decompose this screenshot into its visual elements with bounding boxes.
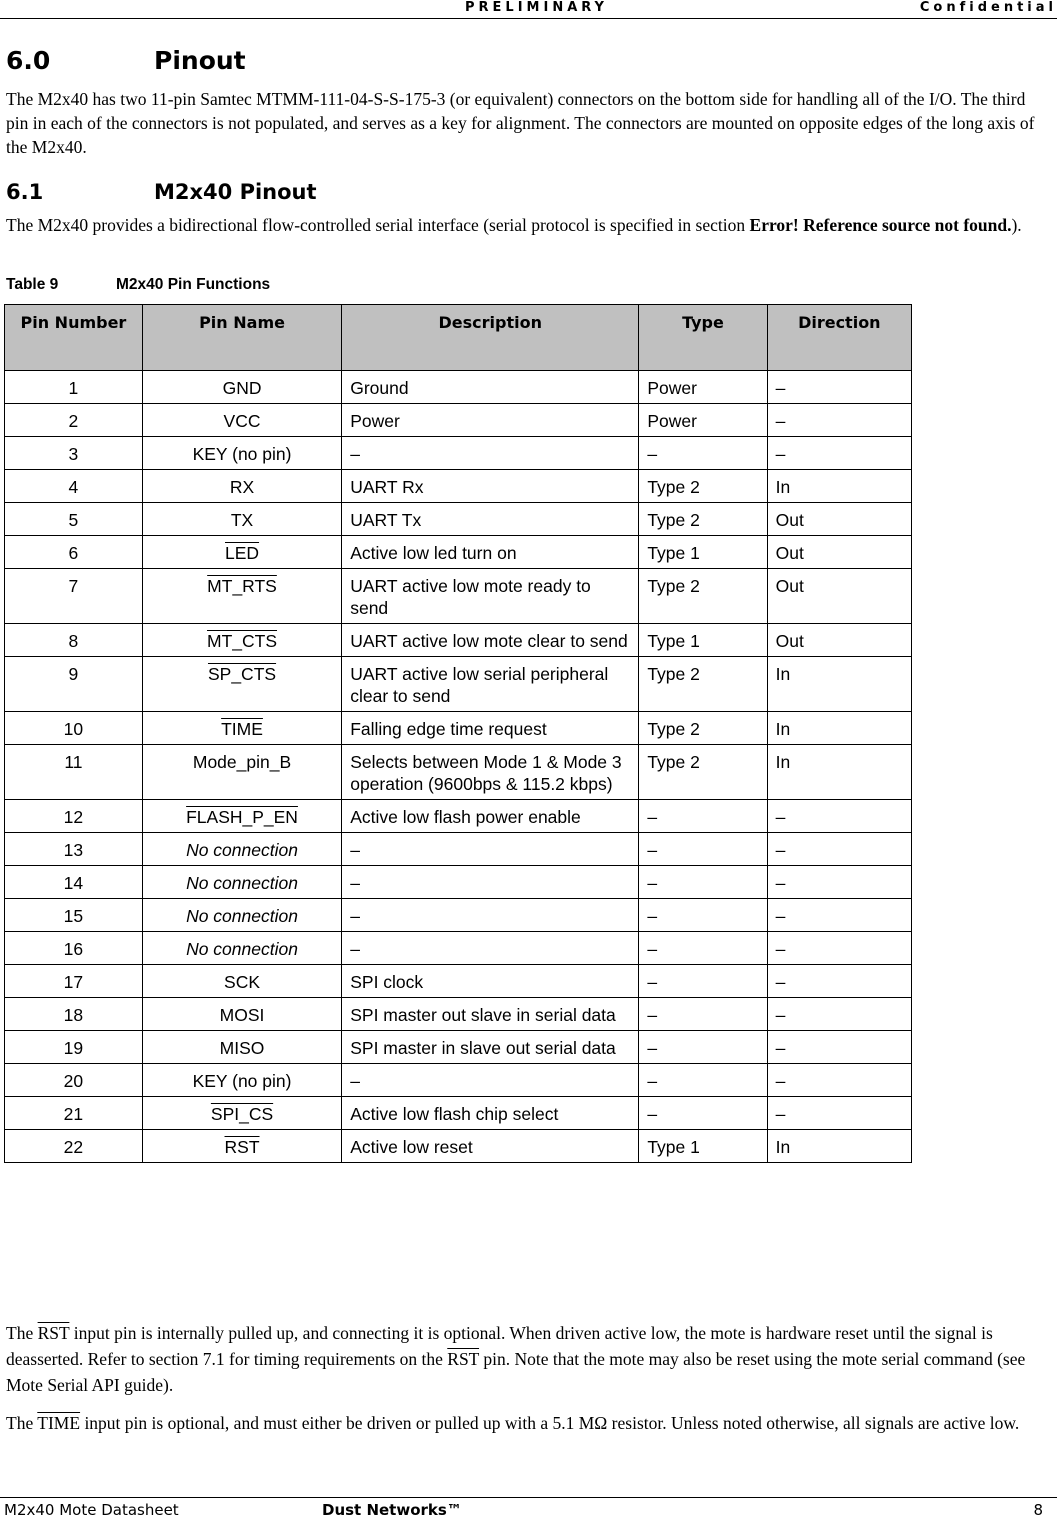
page-header	[0, 0, 1057, 19]
pin-description: Selects between Mode 1 & Mode 3 operation (9600bps & 115.2 kbps)	[350, 752, 622, 794]
pin-number: 20	[63, 1071, 84, 1091]
table-row	[5, 503, 912, 536]
pin-direction: In	[775, 664, 791, 684]
subsection-intro: The M2x40 provides a bidirectional flow-controlled serial interface (serial protocol is specified in section Error! Reference source not found.).	[6, 215, 1022, 235]
pin-direction: –	[775, 906, 786, 926]
pin-description: UART active low mote clear to send	[350, 631, 628, 651]
pin-direction: –	[775, 1038, 786, 1058]
column-header: Pin Number	[5, 305, 143, 371]
pin-name: SPI_CS	[210, 1104, 274, 1124]
pin-type: –	[647, 1005, 658, 1025]
pin-direction: –	[775, 1071, 786, 1091]
pin-direction: –	[775, 444, 786, 464]
pin-number: 3	[68, 444, 79, 464]
pin-type: –	[647, 972, 658, 992]
subsection-heading: 6.1 M2x40 Pinout	[6, 180, 317, 204]
pin-type: –	[647, 1038, 658, 1058]
table-row	[5, 470, 912, 503]
pin-name: $\overline{LED}$	[225, 543, 260, 563]
pin-name: No connection	[186, 840, 298, 860]
pin-type: Type 2	[647, 664, 700, 684]
table-caption: Table 9 M2x40 Pin Functions	[6, 276, 271, 293]
pin-name: MISO	[219, 1038, 265, 1058]
section-heading: 6.0 Pinout	[6, 46, 246, 75]
pin-description: SPI master out slave in serial data	[350, 1005, 616, 1025]
pin-direction: Out	[775, 543, 804, 563]
pin-direction: –	[775, 1104, 786, 1124]
pin-name: MT_CTS	[207, 631, 278, 651]
pin-number: 17	[63, 972, 84, 992]
pin-description: SPI clock	[350, 972, 424, 992]
pin-type: Type 2	[647, 510, 700, 530]
pin-type: Type 1	[647, 631, 700, 651]
table-row	[5, 404, 912, 437]
pin-type: Power	[647, 411, 697, 431]
pin-number: 19	[63, 1038, 84, 1058]
pin-name: No connection	[186, 906, 298, 926]
pin-type: –	[647, 906, 658, 926]
pin-description: SPI master in slave out serial data	[350, 1038, 616, 1058]
pin-direction: –	[775, 807, 786, 827]
table-row	[5, 998, 912, 1031]
pin-direction: In	[775, 1137, 791, 1157]
pin-direction: –	[775, 939, 786, 959]
column-header: Type	[639, 305, 767, 371]
pin-name: Mode_pin_B	[192, 752, 292, 772]
pin-name: SP_CTS	[207, 664, 277, 684]
pin-number: 7	[68, 576, 79, 596]
pin-name: SCK	[224, 972, 261, 992]
pin-description: Falling edge time request	[350, 719, 547, 739]
column-header: Direction	[767, 305, 911, 371]
page-footer	[0, 1497, 1057, 1519]
pin-name: $\overline{RST}$	[224, 1137, 260, 1157]
table-row	[5, 437, 912, 470]
table-row	[5, 932, 912, 965]
pin-direction: –	[775, 972, 786, 992]
pin-number: 4	[68, 477, 79, 497]
table-row	[5, 1130, 912, 1163]
pin-direction: In	[775, 719, 791, 739]
table-row	[5, 371, 912, 404]
pin-description: Active low reset	[350, 1137, 473, 1157]
pin-description: UART active low serial peripheral clear to send	[350, 664, 609, 706]
table-row	[5, 800, 912, 833]
pin-name: GND	[222, 378, 262, 398]
pin-number: 2	[68, 411, 79, 431]
pin-name: MT_RTS	[207, 576, 277, 596]
pin-name: No connection	[186, 873, 298, 893]
pin-number: 8	[68, 631, 79, 651]
column-header: Description	[342, 305, 639, 371]
pin-name: TIME	[221, 719, 263, 739]
table-row	[5, 965, 912, 998]
pin-type: Type 2	[647, 752, 700, 772]
time-note: The TIME input pin is optional, and must either be driven or pulled up with a 5.1 MΩ resistor. Unless noted otherwise, all signals are active low.	[6, 1413, 1020, 1433]
table-row	[5, 657, 912, 712]
pin-type: –	[647, 939, 658, 959]
rst-note: The $\overline{RST}$ input pin is internally pulled up, and connecting it is optional. When driven active low, the mote is hardware reset until the signal is deasserted. Refer to section 7.1 for timing requirements on the $\overline{RST}$ pin. Note that the mote may also be reset using the mote serial command (see Mote Serial API guide).	[6, 1323, 1026, 1395]
table-row	[5, 1031, 912, 1064]
pin-number: 12	[63, 807, 84, 827]
confidential-label: Confidential	[919, 0, 1057, 15]
pin-type: –	[647, 1071, 658, 1091]
table-row	[5, 833, 912, 866]
pin-direction: –	[775, 873, 786, 893]
table-row	[5, 745, 912, 800]
page-number: 8	[1033, 1501, 1043, 1519]
pin-description: Power	[350, 411, 400, 431]
table-row	[5, 712, 912, 745]
pin-type: Type 2	[647, 576, 700, 596]
pin-type: Type 2	[647, 719, 700, 739]
table-row	[5, 1064, 912, 1097]
pin-type: –	[647, 807, 658, 827]
pin-description: Active low led turn on	[350, 543, 517, 563]
pin-description: UART Tx	[350, 510, 422, 530]
pin-name: KEY (no pin)	[192, 444, 292, 464]
pin-description: –	[350, 1071, 360, 1091]
pin-type: –	[647, 840, 658, 860]
footer-doc-title: M2x40 Mote Datasheet	[4, 1501, 179, 1519]
table-row	[5, 866, 912, 899]
footer-company: Dust Networks™	[322, 1501, 462, 1519]
pin-type: –	[647, 873, 658, 893]
pin-description: –	[350, 939, 360, 959]
pin-number: 5	[68, 510, 79, 530]
pin-direction: Out	[775, 576, 804, 596]
pin-direction: –	[775, 411, 786, 431]
table-row	[5, 1097, 912, 1130]
pin-number: 10	[63, 719, 84, 739]
pin-number: 13	[63, 840, 84, 860]
pin-direction: Out	[775, 510, 804, 530]
pin-name: TX	[230, 510, 254, 530]
pin-direction: Out	[775, 631, 804, 651]
pin-number: 11	[64, 752, 83, 772]
table-row	[5, 624, 912, 657]
pin-number: 21	[63, 1104, 84, 1124]
pin-direction: –	[775, 840, 786, 860]
pin-direction: In	[775, 477, 791, 497]
column-header: Pin Name	[142, 305, 341, 371]
pin-description: Active low flash power enable	[350, 807, 581, 827]
preliminary-label: PRELIMINARY	[465, 0, 608, 15]
pin-number: 6	[68, 543, 79, 563]
pin-direction: –	[775, 378, 786, 398]
pin-type: –	[647, 444, 658, 464]
table-row	[5, 569, 912, 624]
pin-name: No connection	[186, 939, 298, 959]
pin-name: RX	[229, 477, 255, 497]
pin-number: 15	[63, 906, 84, 926]
pin-type: Type 2	[647, 477, 700, 497]
pin-number: 14	[63, 873, 84, 893]
pin-description: –	[350, 906, 360, 926]
pin-number: 18	[63, 1005, 84, 1025]
pin-number: 1	[68, 378, 79, 398]
pin-description: –	[350, 873, 360, 893]
pin-name: FLASH_P_EN	[186, 807, 298, 827]
pin-name: KEY (no pin)	[192, 1071, 292, 1091]
pin-number: 16	[63, 939, 84, 959]
pin-number: 9	[68, 664, 79, 684]
pin-description: –	[350, 840, 360, 860]
pin-direction: –	[775, 1005, 786, 1025]
section-intro: The M2x40 has two 11-pin Samtec MTMM-111-04-S-S-175-3 (or equivalent) connectors on the bottom side for handling all of the I/O. The third pin in each of the connectors is not populated, and serves as a key for alignment. The connectors are mounted on opposite edges of the long axis of the M2x40.	[6, 89, 1035, 157]
pin-description: –	[350, 444, 360, 464]
pin-description: Ground	[350, 378, 409, 398]
pin-direction: In	[775, 752, 791, 772]
pin-name: MOSI	[219, 1005, 265, 1025]
pin-type: Type 1	[647, 1137, 700, 1157]
pin-functions-table	[4, 304, 912, 1163]
pin-type: –	[647, 1104, 658, 1124]
pin-description: UART active low mote ready to send	[350, 576, 591, 618]
pin-description: UART Rx	[350, 477, 424, 497]
pin-description: Active low flash chip select	[350, 1104, 559, 1124]
table-row	[5, 536, 912, 569]
table-row	[5, 899, 912, 932]
pin-type: Power	[647, 378, 697, 398]
pin-type: Type 1	[647, 543, 700, 563]
error-reference: Error! Reference source not found.	[749, 215, 1012, 235]
pin-number: 22	[63, 1137, 84, 1157]
pin-name: VCC	[223, 411, 261, 431]
